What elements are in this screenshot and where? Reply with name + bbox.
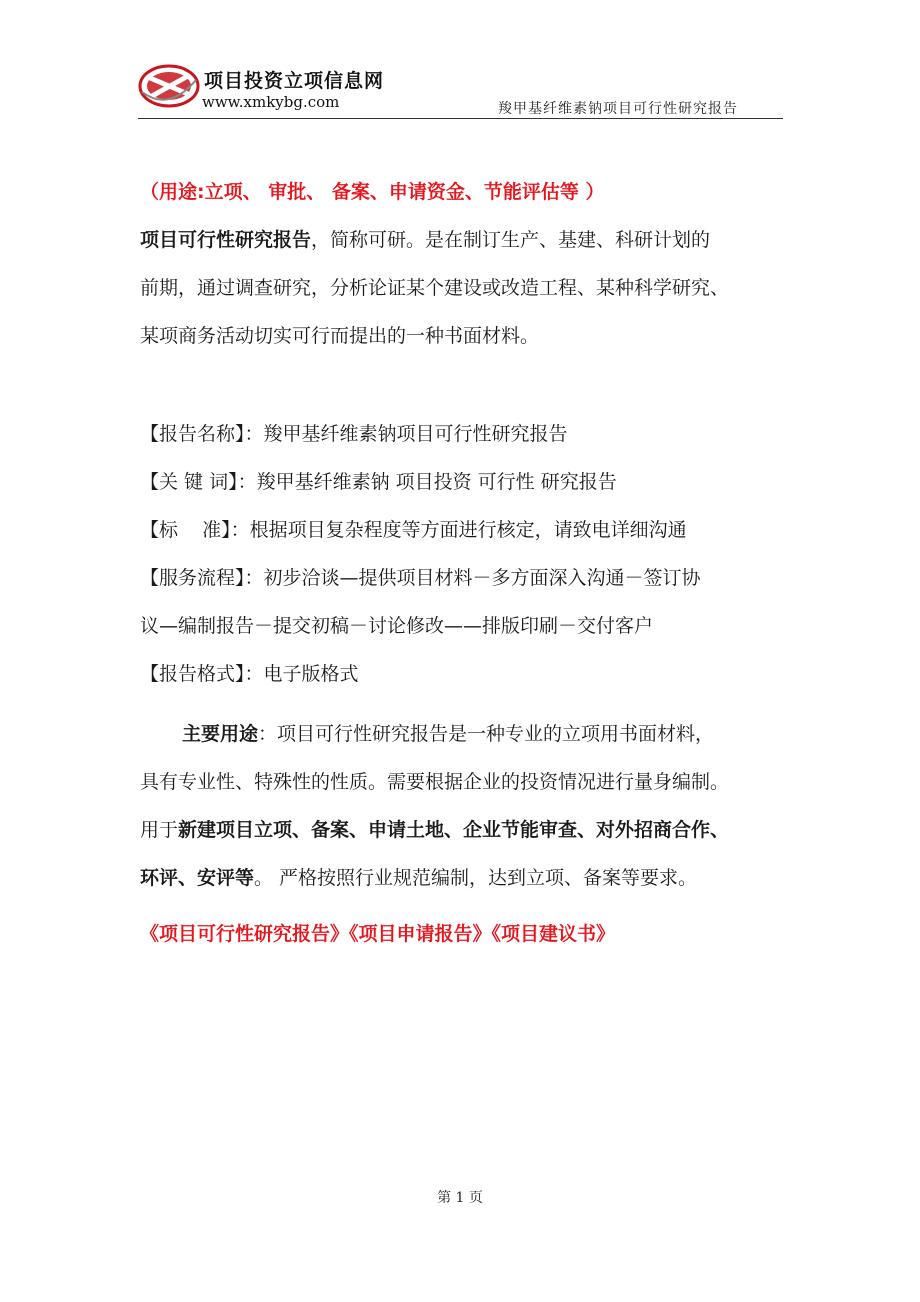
field-format: 【报告格式】：电子版格式 <box>140 663 359 685</box>
intro-term: 项目可行性研究报告 <box>140 229 312 251</box>
field-standard: 【标 准】：根据项目复杂程度等方面进行核定，请致电详细沟通 <box>140 519 687 541</box>
main-use-line-1 <box>140 710 785 758</box>
logo-title: 项目投资立项信息网 <box>204 70 385 92</box>
main-use-line-4-text: 。 严格按照行业规范编制，达到立项、备案等要求。 <box>254 867 698 889</box>
main-use-line-2: 具有专业性、特殊性的性质。需要根据企业的投资情况进行量身编制。 <box>140 771 730 793</box>
intro-line-3: 某项商务活动切实可行而提出的一种书面材料。 <box>140 325 540 347</box>
main-use-label: 主要用途 <box>182 723 259 745</box>
intro-line-2: 前期，通过调查研究，分析论证某个建设或改造工程、某种科学研究、 <box>140 277 730 299</box>
main-use-line-3-prefix: 用于 <box>140 819 179 841</box>
field-keywords: 【关 键 词】：羧甲基纤维素钠 项目投资 可行性 研究报告 <box>140 471 617 493</box>
main-use-line-3-bold: 新建项目立项、备案、申请土地、企业节能审查、对外招商合作、 <box>178 819 730 841</box>
main-use-line-3 <box>140 806 785 854</box>
document-body <box>140 168 785 958</box>
field-process-line-1: 【服务流程】：初步洽谈—提供项目材料－多方面深入沟通－签订协 <box>140 567 701 589</box>
report-types-line: 《项目可行性研究报告》《项目申请报告》《项目建议书》 <box>140 923 616 945</box>
field-report-name: 【报告名称】：羧甲基纤维素钠项目可行性研究报告 <box>140 423 568 445</box>
page-number: 第 1 页 <box>437 1190 483 1206</box>
page-header <box>0 0 920 125</box>
logo-url: www.xmkybg.com <box>202 93 340 111</box>
intro-line-1 <box>140 216 785 264</box>
intro-line-1-text: ，简称可研。是在制订生产、基建、科研计划的 <box>311 229 711 251</box>
usage-line: （用途:立项、 审批、 备案、申请资金、节能评估等 ） <box>140 181 605 203</box>
main-use-line-1-text: ：项目可行性研究报告是一种专业的立项用书面材料， <box>258 723 715 745</box>
header-divider <box>138 118 783 119</box>
field-process-line-2: 议—编制报告－提交初稿－讨论修改——排版印刷－交付客户 <box>140 615 654 637</box>
logo-icon <box>138 62 200 110</box>
main-use-line-4 <box>140 854 785 902</box>
main-use-line-4-bold: 环评、安评等 <box>140 867 255 889</box>
header-document-title: 羧甲基纤维素钠项目可行性研究报告 <box>498 101 738 117</box>
